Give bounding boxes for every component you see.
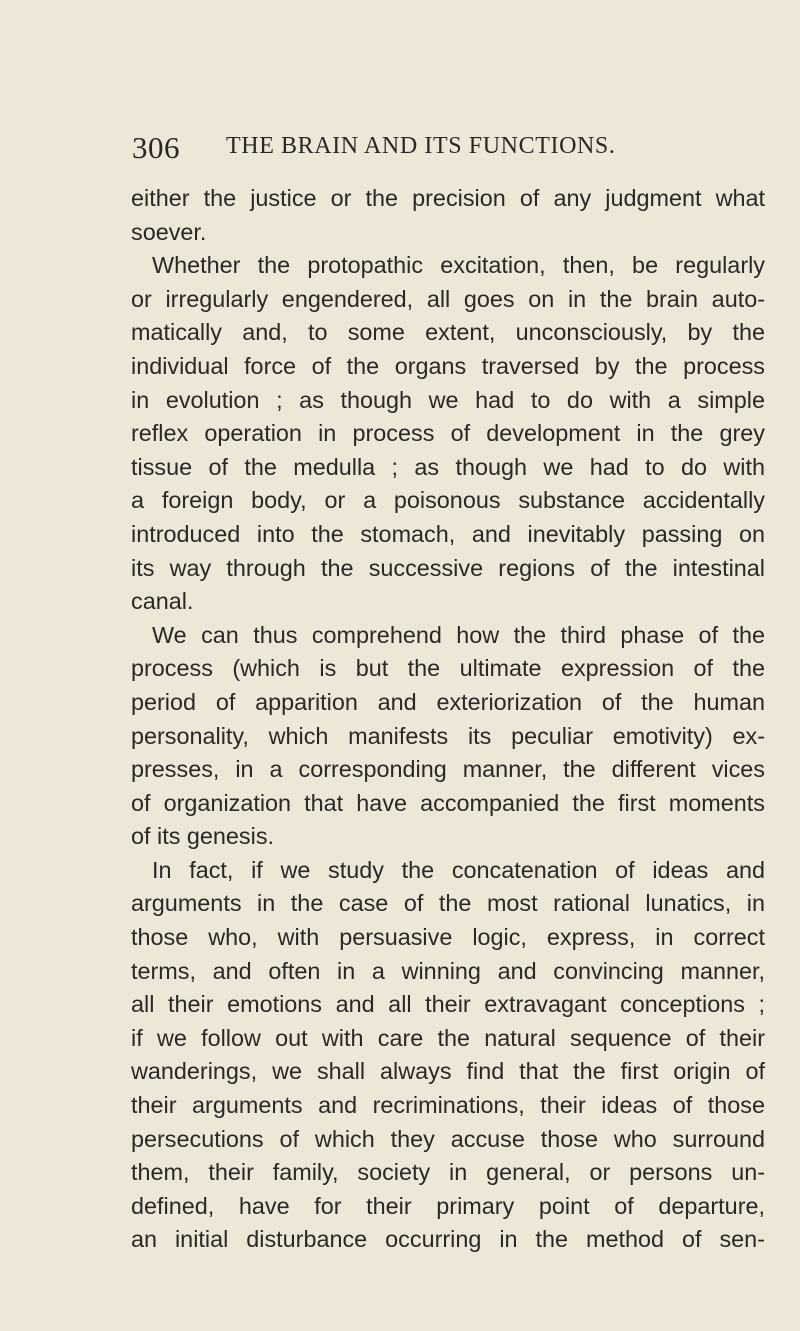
text-line: period of apparition and exteriorization of the human — [131, 688, 765, 715]
text-line: Whether the protopathic excitation, then, be regularly — [152, 252, 765, 279]
text-line: In fact, if we study the concatenation of ideas and — [152, 856, 765, 883]
text-line: its way through the successive regions of the intestinal — [131, 554, 765, 581]
text-line: tissue of the medulla ; as though we had to do with — [131, 453, 765, 480]
text-line: all their emotions and all their extravagant conceptions ; — [131, 991, 765, 1018]
running-title: THE BRAIN AND ITS FUNCTIONS. — [226, 133, 616, 159]
text-line: those who, with persuasive logic, express, in correct — [131, 924, 765, 951]
running-head — [132, 130, 740, 170]
text-line: either the justice or the precision of any judgment what — [131, 185, 765, 211]
text-line: of its genesis. — [131, 823, 275, 850]
page-number: 306 — [132, 130, 180, 165]
text-line: defined, have for their primary point of departure, — [131, 1192, 765, 1219]
text-line: an initial disturbance occurring in the method of sen- — [131, 1226, 765, 1253]
text-line: presses, in a corresponding manner, the different vices — [131, 756, 765, 783]
text-line: them, their family, society in general, or persons un- — [131, 1159, 765, 1186]
text-line: personality, which manifests its peculiar emotivity) ex- — [131, 722, 765, 749]
text-line: arguments in the case of the most rational lunatics, in — [131, 890, 765, 917]
text-line: if we follow out with care the natural sequence of their — [131, 1024, 765, 1051]
text-line: canal. — [131, 588, 194, 615]
text-line: matically and, to some extent, unconsciously, by the — [131, 319, 765, 346]
body-text — [131, 182, 765, 1257]
text-line: We can thus comprehend how the third phase of the — [152, 621, 765, 648]
text-line: soever. — [131, 218, 207, 245]
text-line: of organization that have accompanied the first moments — [131, 789, 765, 816]
text-line: or irregularly engendered, all goes on in the brain auto- — [131, 285, 765, 312]
text-line: wanderings, we shall always find that the first origin of — [131, 1058, 765, 1085]
text-line: individual force of the organs traversed by the process — [131, 352, 765, 379]
text-line: introduced into the stomach, and inevitably passing on — [131, 520, 765, 547]
text-line: process (which is but the ultimate expression of the — [131, 655, 765, 682]
text-line: reflex operation in process of development in the grey — [131, 420, 765, 447]
text-line: in evolution ; as though we had to do with a simple — [131, 386, 765, 413]
text-line: their arguments and recriminations, their ideas of those — [131, 1092, 765, 1119]
text-line: a foreign body, or a poisonous substance accidentally — [131, 487, 765, 514]
text-line: persecutions of which they accuse those who surround — [131, 1125, 765, 1152]
text-line: terms, and often in a winning and convincing manner, — [131, 957, 765, 984]
